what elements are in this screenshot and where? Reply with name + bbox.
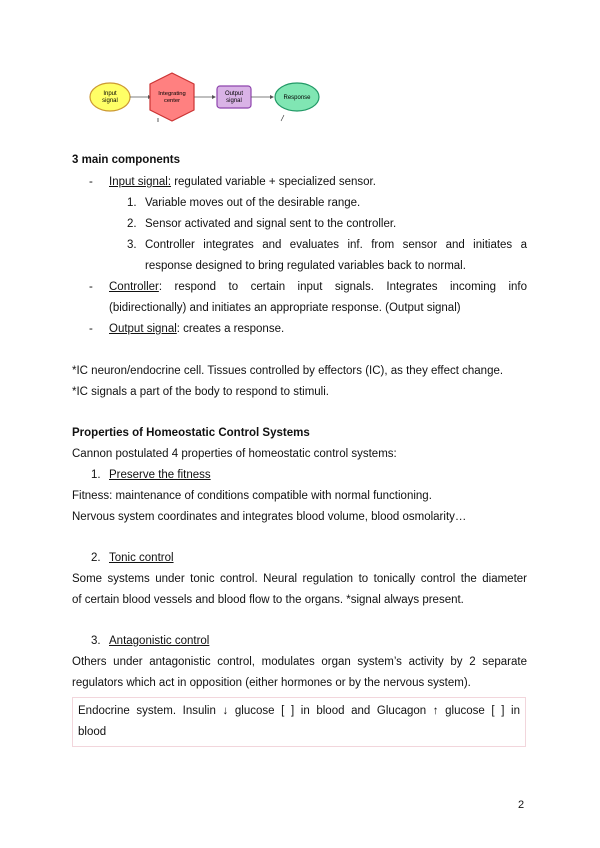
property-2-title: Tonic control bbox=[109, 552, 174, 564]
controller-term: Controller bbox=[109, 281, 159, 293]
bullet-output: - bbox=[89, 323, 93, 335]
input-signal-line bbox=[109, 175, 376, 189]
node-integrating-line1: Integrating bbox=[158, 91, 186, 97]
endocrine-note-line1: Endocrine system. Insulin ↓ glucose [ ] in blood and Glucagon ↑ glucose [ ] in bbox=[78, 705, 520, 717]
output-signal-line bbox=[109, 322, 284, 336]
node-integrating-line2: center bbox=[163, 98, 181, 104]
node-input-line1: Input bbox=[103, 91, 117, 97]
step-1-num: 1. bbox=[127, 197, 137, 209]
output-signal-term: Output signal bbox=[109, 323, 177, 335]
property-3-line1: Others under antagonistic control, modulates organ system’s activity by 2 separate bbox=[72, 656, 527, 668]
node-response-label: Response bbox=[283, 95, 311, 101]
property-3-line2: regulators which act in opposition (either hormones or by the nervous system). bbox=[72, 677, 471, 689]
property-2-line1: Some systems under tonic control. Neural regulation to tonically control the diameter bbox=[72, 573, 527, 585]
endocrine-note-line2: blood bbox=[78, 726, 107, 738]
property-3-num: 3. bbox=[91, 635, 101, 647]
step-3-num: 3. bbox=[127, 239, 137, 251]
input-signal-rest: regulated variable + specialized sensor. bbox=[171, 176, 376, 188]
controller-rest: : respond to certain input signals. Integrates incoming info bbox=[158, 281, 527, 293]
step-2-num: 2. bbox=[127, 218, 137, 230]
input-signal-term: Input signal: bbox=[109, 176, 172, 188]
node-input-line2: signal bbox=[102, 98, 118, 104]
bullet-controller: - bbox=[89, 281, 93, 293]
components-heading: 3 main components bbox=[72, 154, 180, 166]
property-1-title: Preserve the fitness bbox=[109, 469, 211, 481]
endocrine-note-box bbox=[72, 697, 526, 747]
property-1-num: 1. bbox=[91, 469, 101, 481]
bullet-input: - bbox=[89, 176, 93, 188]
property-1-line1: Fitness: maintenance of conditions compatible with normal functioning. bbox=[72, 490, 432, 502]
homeostasis-flow-diagram bbox=[88, 70, 328, 126]
controller-line2: (bidirectionally) and initiates an appropriate response. (Output signal) bbox=[109, 302, 461, 314]
arrow-3 bbox=[251, 95, 274, 99]
ic-note-1: *IC neuron/endocrine cell. Tissues controlled by effectors (IC), as they effect change. bbox=[72, 365, 504, 377]
node-output-signal bbox=[217, 86, 251, 108]
step-1-text: Variable moves out of the desirable range. bbox=[145, 197, 361, 209]
properties-intro: Cannon postulated 4 properties of homeostatic control systems: bbox=[72, 448, 397, 460]
node-output-line1: Output bbox=[224, 91, 244, 97]
diagram-slash-mark bbox=[281, 115, 284, 121]
controller-line1 bbox=[109, 280, 527, 294]
property-2-num: 2. bbox=[91, 552, 101, 564]
step-3-line1: Controller integrates and evaluates inf. from sensor and initiates a bbox=[145, 239, 527, 251]
node-response bbox=[275, 83, 319, 111]
page-number: 2 bbox=[518, 799, 525, 811]
step-3-line2: response designed to bring regulated variables back to normal. bbox=[145, 260, 466, 272]
property-1-line2: Nervous system coordinates and integrates blood volume, blood osmolarity… bbox=[72, 511, 467, 523]
ic-note-2: *IC signals a part of the body to respond to stimuli. bbox=[72, 386, 329, 398]
node-output-line2: signal bbox=[226, 98, 242, 104]
step-2-text: Sensor activated and signal sent to the controller. bbox=[145, 218, 397, 230]
property-2-line2: of certain blood vessels and blood flow to the organs. *signal always present. bbox=[72, 594, 464, 606]
node-input-signal bbox=[90, 83, 130, 111]
arrow-2 bbox=[194, 95, 216, 99]
node-integrating-center bbox=[150, 73, 194, 121]
property-3-title: Antagonistic control bbox=[109, 635, 210, 647]
output-signal-rest: : creates a response. bbox=[176, 323, 285, 335]
properties-heading: Properties of Homeostatic Control Systems bbox=[72, 427, 310, 439]
arrow-1 bbox=[130, 95, 152, 99]
